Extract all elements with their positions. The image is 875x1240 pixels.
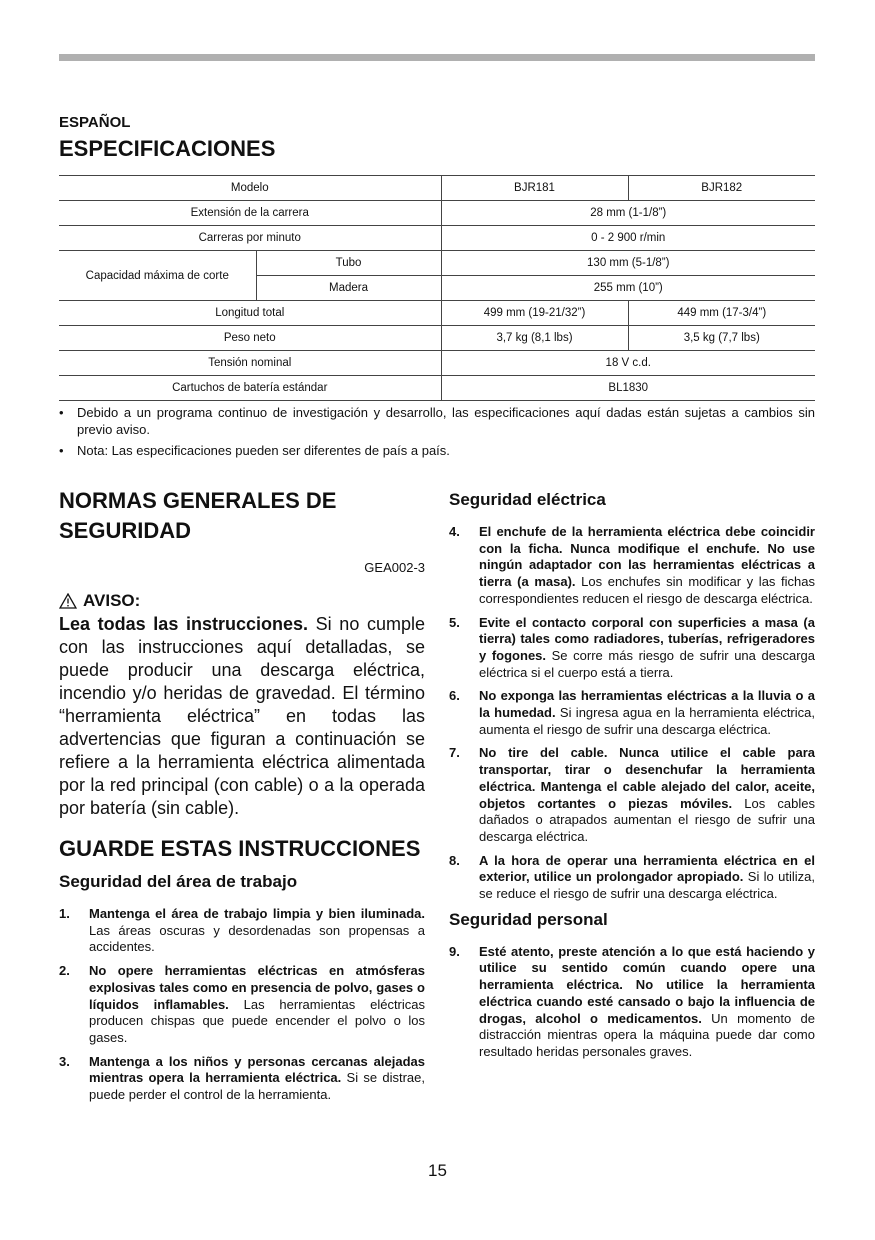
save-instructions-heading: GUARDE ESTAS INSTRUCCIONES [59,836,421,861]
list-item: 5. Evite el contacto corporal con superficies a masa (a tierra) tales como radiadores, tuberías, refrigeradores y fogones. Se corre más riesgo de sufrir una descarga eléctrica si el cuerpo está a tierra. [449,614,815,680]
personal-safety-heading: Seguridad personal [449,909,608,929]
spec-value: BL1830 [441,376,815,401]
spec-value: BJR182 [628,176,815,201]
list-item: 7. No tire del cable. Nunca utilice el cable para transportar, tirar o desenchufar la herramienta eléctrica. Mantenga el cable alejado del calor, aceite, objetos cortantes o piezas móviles. Los cables dañados o atrapados aumentan el riesgo de sufrir una descarga eléctrica. [449,745,815,844]
specifications-table [59,175,815,401]
spec-row-length [59,301,815,326]
warning-triangle-icon [59,593,77,609]
warning-text: Si no cumple con las instrucciones aquí detalladas, se puede producir una descarga eléctrica, incendio y/o heridas de gravedad. El término “herramienta eléctrica” en todas las advertencias que figuran a continuación se refiere a la herramienta eléctrica alimentada por la red principal (con cable) o a la operada por batería (sin cable). [59,614,425,818]
spec-value: 18 V c.d. [441,351,815,376]
spec-value: BJR181 [441,176,628,201]
spec-row-model [59,176,815,201]
left-column [59,486,425,1111]
list-item: 2. No opere herramientas eléctricas en atmósferas explosivas tales como en presencia de polvo, gases o líquidos inflamables. Las herramientas eléctricas producen chispas que puede encender el polvo o los gases. [59,963,425,1045]
spec-label: Longitud total [59,301,441,326]
spec-value: 449 mm (17-3/4”) [628,301,815,326]
spec-label: Carreras por minuto [59,226,441,251]
safety-rules-heading: NORMAS GENERALES DE SEGURIDAD [59,488,337,543]
note-item [59,404,815,438]
spec-sublabel: Tubo [256,251,441,276]
spec-value: 3,7 kg (8,1 lbs) [441,326,628,351]
electrical-safety-heading: Seguridad eléctrica [449,490,606,509]
warning-heading [59,591,425,611]
header-rule [59,54,815,61]
spec-label: Tensión nominal [59,351,441,376]
warning-label: AVISO: [83,591,141,610]
document-code: GEA002-3 [364,560,425,575]
spec-notes [59,404,815,463]
spec-value: 28 mm (1-1/8”) [441,201,815,226]
personal-safety-list [449,944,815,1061]
work-area-heading: Seguridad del área de trabajo [59,872,298,891]
spec-value: 255 mm (10”) [441,276,815,301]
note-text: Debido a un programa continuo de investigación y desarrollo, las especificaciones aquí dadas están sujetas a cambios sin previo aviso. [77,405,815,437]
right-column [449,490,815,1068]
language-label: ESPAÑOL [59,114,131,131]
spec-label: Peso neto [59,326,441,351]
warning-paragraph [59,613,425,820]
spec-row-stroke [59,201,815,226]
spec-label: Capacidad máxima de corte [59,251,256,301]
spec-value: 499 mm (19-21/32”) [441,301,628,326]
spec-row-voltage [59,351,815,376]
spec-row-battery [59,376,815,401]
bullet-icon: • [59,405,64,420]
work-area-list [59,906,425,1104]
specifications-title: ESPECIFICACIONES [59,136,276,161]
spec-sublabel: Madera [256,276,441,301]
list-item: 3. Mantenga a los niños y personas cercanas alejadas mientras opera la herramienta eléctrica. Si se distrae, puede perder el control de la herramienta. [59,1053,425,1103]
note-item [59,442,815,459]
spec-label: Modelo [59,176,441,201]
spec-label: Cartuchos de batería estándar [59,376,441,401]
bullet-icon: • [59,443,64,458]
list-item: 8. A la hora de operar una herramienta eléctrica en el exterior, utilice un prolongador apropiado. Si lo utiliza, se reduce el riesgo de sufrir una descarga eléctrica. [449,852,815,902]
list-item: 6. No exponga las herramientas eléctricas a la lluvia o a la humedad. Si ingresa agua en la herramienta eléctrica, aumenta el riesgo de sufrir una descarga eléctrica. [449,688,815,737]
list-item: 1. Mantenga el área de trabajo limpia y bien iluminada. Las áreas oscuras y desordenadas son propensas a accidentes. [59,906,425,955]
spec-value: 0 - 2 900 r/min [441,226,815,251]
spec-value: 130 mm (5-1/8”) [441,251,815,276]
note-text: Nota: Las especificaciones pueden ser diferentes de país a país. [77,443,450,458]
spec-row-weight [59,326,815,351]
warning-lead: Lea todas las instrucciones. [59,614,309,634]
spec-label: Extensión de la carrera [59,201,441,226]
electrical-safety-list [449,524,815,903]
spec-row-pipe [59,251,815,276]
page-number: 15 [428,1161,447,1180]
list-item: 4. El enchufe de la herramienta eléctrica debe coincidir con la ficha. Nunca modifique el enchufe. No use ningún adaptador con las herramientas eléctricas a tierra (a masa). Los enchufes sin modificar y las fichas correspondientes reducen el riesgo de descarga eléctrica. [449,524,816,606]
list-item: 9. Esté atento, preste atención a lo que está haciendo y utilice su sentido común cuando opere una herramienta eléctrica. No utilice la herramienta eléctrica cuando esté cansado o bajo la influencia de drogas, alcohol o medicamentos. Un momento de distracción mientras opera la máquina puede dar como resultado heridas personales graves. [449,943,815,1059]
spec-value: 3,5 kg (7,7 lbs) [628,326,815,351]
spec-row-spm [59,226,815,251]
